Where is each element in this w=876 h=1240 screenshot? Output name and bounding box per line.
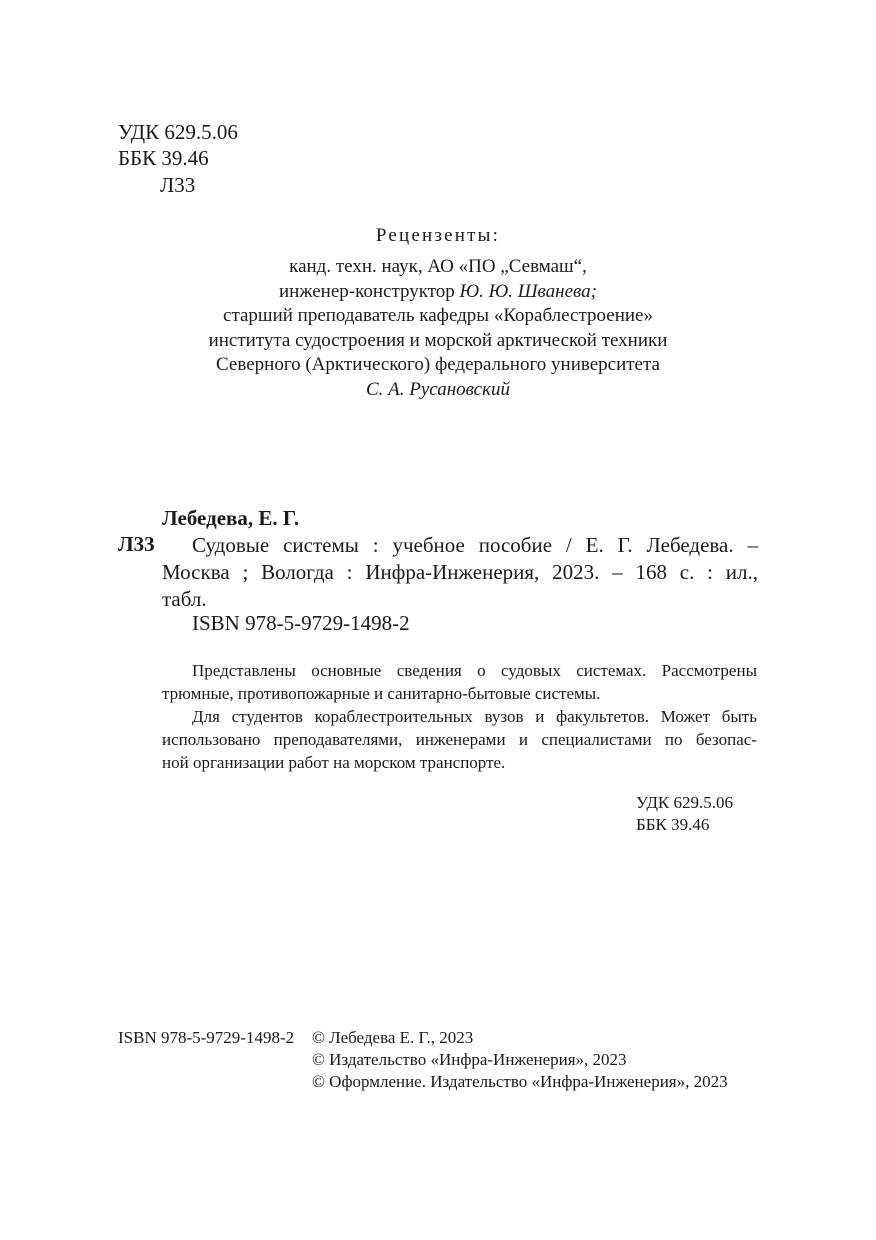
reviewer-line-1: канд. техн. наук, АО «ПО „Севмаш“,	[289, 256, 587, 277]
annotation-text-3: Для студентов кораблестроительных вузов и факультетов. Может быть	[192, 707, 757, 726]
copyright-author: © Лебедева Е. Г., 2023	[312, 1028, 474, 1047]
reviewers-heading: Рецензенты:	[375, 225, 501, 246]
reviewer-position: инженер-конструктор	[279, 281, 460, 302]
udk-code-top: УДК 629.5.06	[118, 120, 238, 144]
annotation-line-4: использовано преподавателями, инженерами и специалистами по безопас-	[162, 730, 757, 749]
annotation-line-1	[162, 659, 757, 682]
record-title-text: Судовые системы : учебное пособие / Е. Г. Лебедева. –	[192, 533, 758, 557]
record-author-mark: Л33	[118, 532, 155, 556]
author-mark-top: Л33	[160, 173, 196, 197]
annotation-line-3	[162, 705, 757, 728]
record-title-line-1	[162, 532, 758, 559]
annotation-text-1: Представлены основные сведения о судовых системах. Рассмотрены	[192, 661, 757, 680]
reviewer-line-3: старший преподаватель кафедры «Кораблестроение»	[223, 305, 653, 326]
bbk-code-bottom: ББК 39.46	[636, 815, 710, 834]
record-title-line-2: Москва ; Вологда : Инфра-Инженерия, 2023. – 168 с. : ил.,	[162, 560, 758, 584]
bbk-code-top: ББК 39.46	[118, 146, 209, 170]
reviewer-line-5: Северного (Арктического) федерального университета	[216, 354, 660, 375]
record-author: Лебедева, Е. Г.	[162, 506, 300, 530]
copyright-isbn: ISBN 978-5-9729-1498-2	[118, 1028, 295, 1047]
copyright-publisher: © Издательство «Инфра-Инженерия», 2023	[312, 1050, 627, 1069]
record-title-line-3: табл.	[162, 587, 207, 611]
reviewer-line-4: института судостроения и морской арктической техники	[208, 330, 668, 351]
reviewer-line-2	[0, 279, 876, 304]
annotation-line-5: ной организации работ на морском транспорте.	[162, 753, 506, 772]
record-isbn: ISBN 978-5-9729-1498-2	[192, 611, 410, 635]
annotation-line-2: трюмные, противопожарные и санитарно-бытовые системы.	[162, 684, 601, 703]
copyright-design: © Оформление. Издательство «Инфра-Инженерия», 2023	[312, 1072, 728, 1091]
reviewer-name-2: С. А. Русановский	[365, 379, 510, 400]
udk-code-bottom: УДК 629.5.06	[636, 793, 734, 812]
reviewer-name-1: Ю. Ю. Шванева;	[459, 281, 597, 302]
reviewer-line-6	[0, 377, 876, 402]
